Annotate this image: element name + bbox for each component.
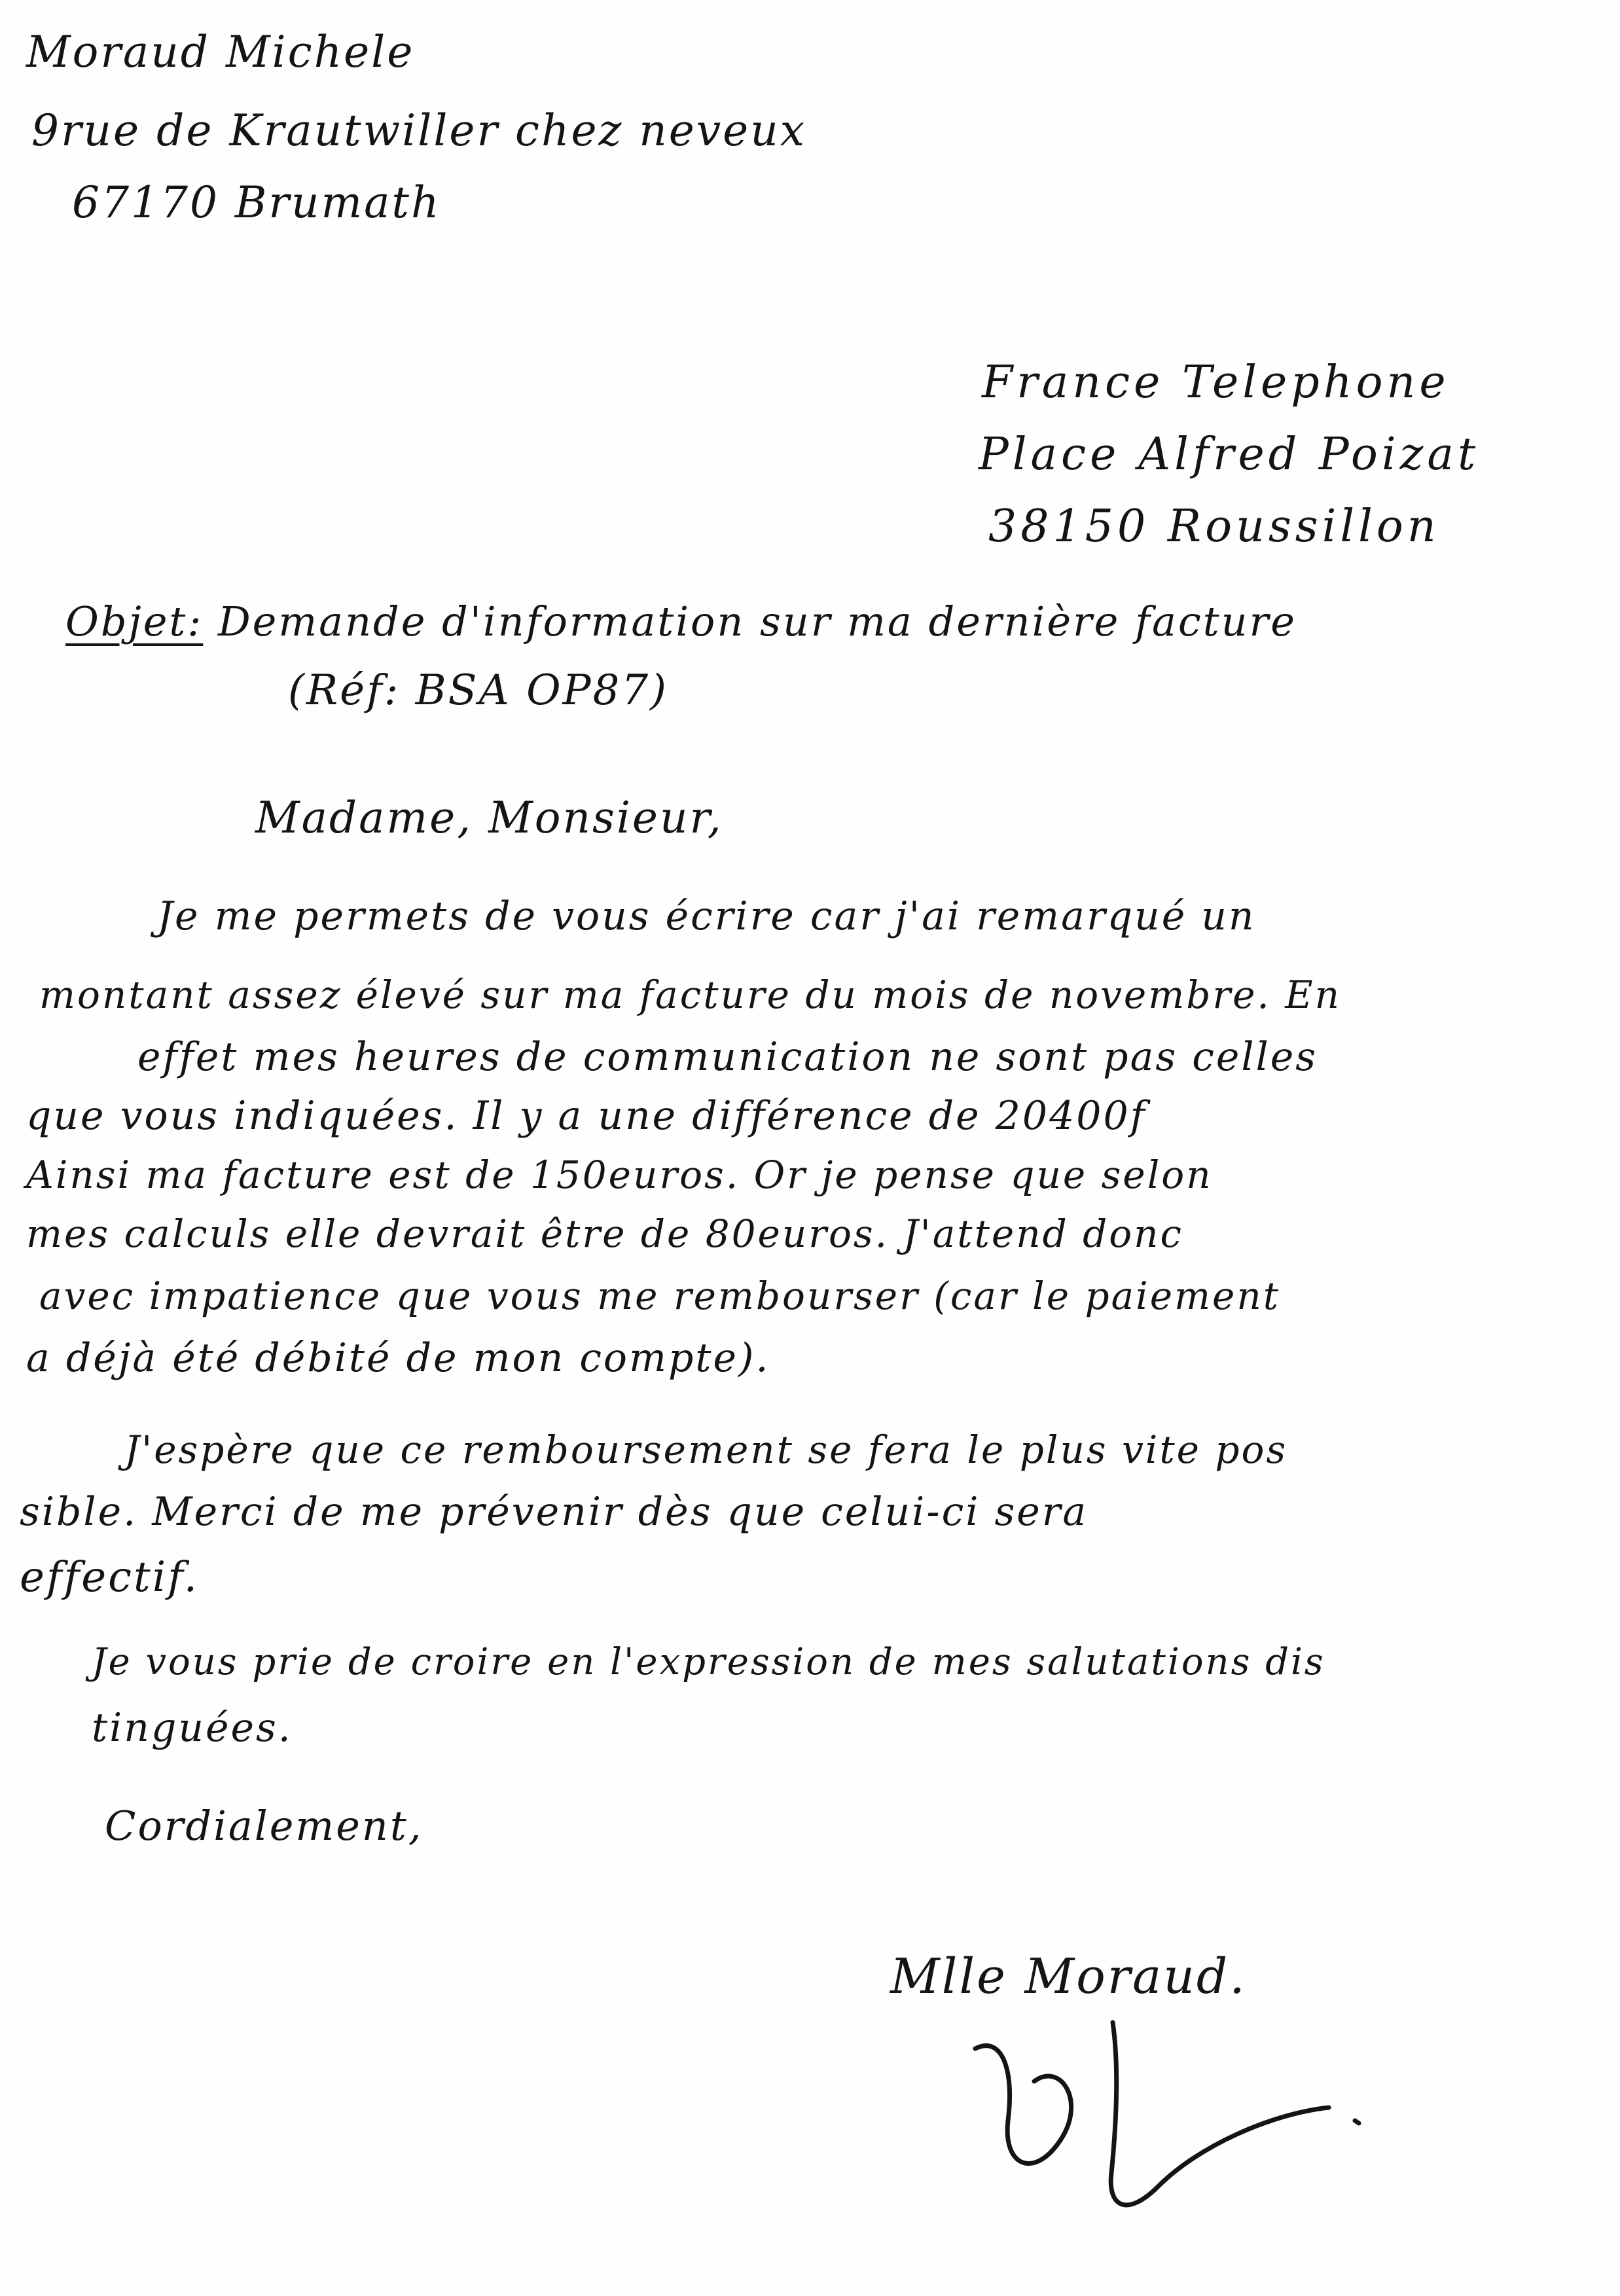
body-line: effectif. (20, 1553, 199, 1602)
body-line: mes calculs elle devrait être de 80euros. J'attend donc (26, 1211, 1184, 1256)
body-line: J'espère que ce remboursement se fera le plus vite pos (124, 1427, 1288, 1472)
body-line: sible. Merci de me prévenir dès que celui-ci sera (20, 1489, 1089, 1535)
body-line: Ainsi ma facture est de 150euros. Or je pense que selon (26, 1153, 1213, 1197)
body-line: montant assez élevé sur ma facture du mois de novembre. En (39, 973, 1341, 1017)
subject-line (65, 596, 1297, 648)
subject-text: Demande d'information sur ma dernière facture (217, 598, 1297, 645)
body-line: effet mes heures de communication ne sont pas celles (137, 1034, 1318, 1080)
sender-city: 67170 Brumath (72, 177, 441, 228)
recipient-street: Place Alfred Poizat (979, 429, 1480, 480)
signature-image (962, 2009, 1381, 2225)
signature-stroke (1111, 2022, 1329, 2205)
signoff-name: Mlle Moraud. (890, 1948, 1247, 2005)
recipient-company: France Telephone (982, 357, 1450, 408)
sender-street: 9rue de Krautwiller chez neveux (31, 105, 806, 156)
signature-stroke (975, 2046, 1071, 2164)
signature-stroke (1355, 2121, 1359, 2123)
closing: Cordialement, (105, 1802, 423, 1850)
sender-name: Moraud Michele (26, 27, 415, 77)
body-line: Je vous prie de croire en l'expression de mes salutations dis (92, 1641, 1325, 1683)
body-line: Je me permets de vous écrire car j'ai remarqué un (157, 893, 1256, 939)
body-line: avec impatience que vous me rembourser (car le paiement (39, 1274, 1281, 1318)
recipient-city: 38150 Roussillon (988, 501, 1440, 552)
subject-label: Objet: (65, 598, 204, 645)
body-line: que vous indiquées. Il y a une différence de 20400f (26, 1093, 1147, 1139)
body-line: tinguées. (92, 1705, 293, 1751)
subject-reference: (Réf: BSA OP87) (288, 666, 668, 715)
salutation: Madame, Monsieur, (255, 793, 723, 843)
body-line: a déjà été débité de mon compte). (26, 1335, 770, 1381)
